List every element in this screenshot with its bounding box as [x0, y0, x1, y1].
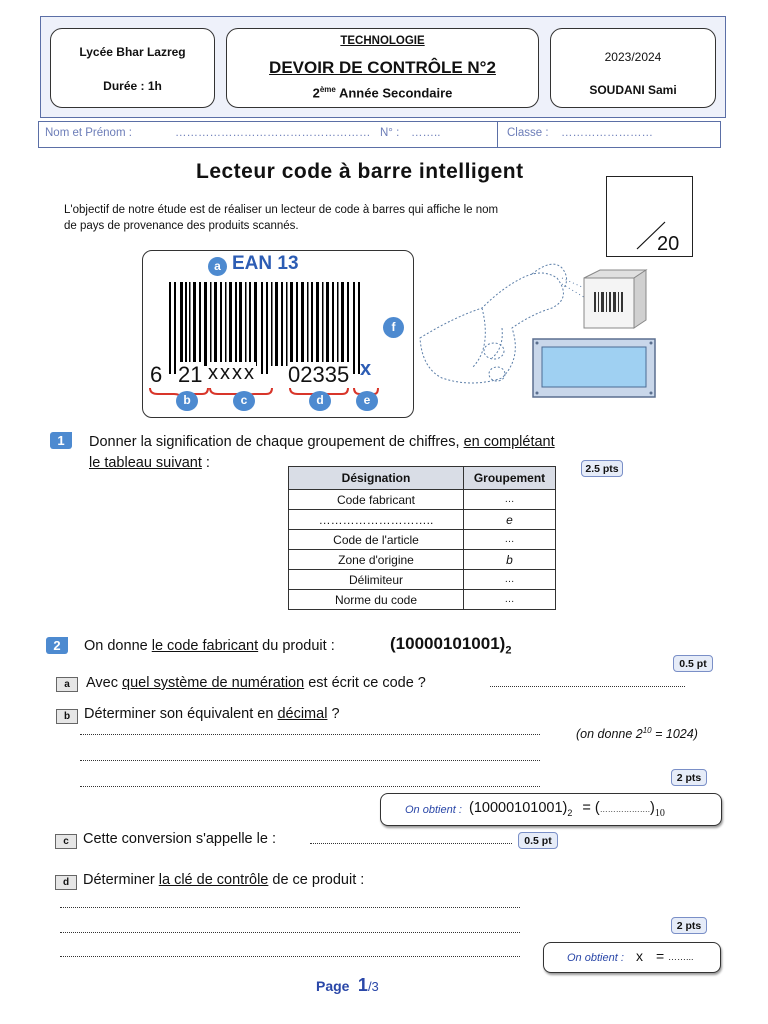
col-designation: Désignation	[289, 467, 464, 490]
table-row	[289, 510, 556, 530]
digit-group-2: 21	[178, 362, 203, 387]
table-cell: e	[464, 510, 556, 530]
col-groupement: Groupement	[464, 467, 556, 490]
subject-label: TECHNOLOGIE	[340, 35, 425, 47]
question-2-number: 2	[46, 637, 68, 654]
q2b-text-u: décimal	[277, 706, 328, 722]
grade-rest: Année Secondaire	[335, 85, 453, 101]
q2a-text-a: Avec	[86, 675, 123, 691]
table-row	[289, 490, 556, 510]
exam-duration: Durée : 1h	[103, 79, 162, 93]
q2-text-a: On donne	[84, 638, 152, 654]
q2b-text-b: ?	[327, 706, 340, 722]
q2c-points-badge: 0.5 pt	[518, 832, 558, 849]
q2b-hint-a: (on donne 2	[576, 727, 643, 742]
exam-title: DEVOIR DE CONTRÔLE N°2	[269, 58, 496, 77]
q2d-answer-var: x	[636, 948, 643, 964]
q2b-answer-box	[380, 793, 722, 826]
class-label: Classe :	[507, 127, 549, 139]
q2d-text	[83, 872, 364, 888]
q2b-text-a: Déterminer son équivalent en	[84, 706, 278, 722]
table-row	[289, 550, 556, 570]
class-dots[interactable]: ……………………	[561, 127, 653, 139]
page-title: Lecteur code à barre intelligent	[196, 160, 524, 183]
name-label: Nom et Prénom :	[45, 127, 132, 139]
page-total: /3	[367, 979, 379, 994]
grade-sup: ème	[319, 85, 336, 94]
q1-text-b: :	[201, 455, 210, 471]
table-cell: Norme du code	[289, 590, 464, 610]
grade-num: 2	[312, 85, 320, 101]
row-divider	[497, 122, 498, 147]
question-1-number: 1	[50, 432, 72, 449]
q2b-expr-dots[interactable]: ……………….	[599, 805, 650, 814]
table-row	[289, 570, 556, 590]
table-cell: Code fabricant	[289, 490, 464, 510]
q2b-answer-line-2[interactable]	[80, 760, 540, 761]
binary-base: 2	[505, 644, 512, 657]
digit-group-1: 6	[150, 362, 163, 387]
student-info-row	[38, 121, 721, 148]
q2b-answer-label: On obtient :	[405, 804, 462, 816]
q2b-expr-eq: = (	[582, 800, 600, 816]
table-cell-answer[interactable]: ………………………..	[289, 510, 464, 530]
marker-f: f	[383, 317, 404, 338]
q2b-answer-line-1[interactable]	[80, 734, 540, 735]
table-cell: Délimiteur	[289, 570, 464, 590]
table-header-row	[289, 467, 556, 490]
school-name: Lycée Bhar Lazreg	[79, 45, 186, 59]
q2b-expr-value: (10000101001)	[469, 800, 568, 816]
table-cell-answer[interactable]: …	[464, 530, 556, 550]
q2d-answer-box	[543, 942, 721, 973]
table-cell-answer[interactable]: …	[464, 590, 556, 610]
name-dots[interactable]: ……………………………………………	[175, 127, 371, 139]
q2b-hint-sup: 10	[642, 726, 652, 735]
year-box	[550, 28, 716, 108]
school-box	[50, 28, 215, 108]
ean-label: EAN 13	[232, 253, 299, 274]
binary-code	[390, 634, 511, 656]
table-cell: Zone d'origine	[289, 550, 464, 570]
q1-points-badge: 2.5 pts	[581, 460, 623, 477]
q2b-hint	[576, 726, 698, 741]
q2a-points-badge: 0.5 pt	[673, 655, 713, 672]
barcode-bars	[160, 282, 370, 374]
q2b-expr-base2: 10	[654, 807, 665, 819]
q2b-expr-close: )	[649, 800, 655, 816]
page-footer	[316, 975, 379, 996]
designation-table	[288, 466, 556, 610]
q2d-answer-line-3[interactable]	[60, 956, 520, 957]
number-dots[interactable]: ……..	[411, 127, 441, 139]
marker-b: b	[176, 391, 198, 411]
q2a-answer-line[interactable]	[490, 686, 685, 687]
q2a-text-u: quel système de numération	[122, 675, 305, 691]
q2b-points-badge: 2 pts	[671, 769, 707, 786]
barcode-digits	[148, 358, 378, 388]
score-slash	[607, 177, 694, 258]
q2d-text-u: la clé de contrôle	[158, 872, 269, 888]
q2d-text-b: de ce produit :	[268, 872, 365, 888]
table-row	[289, 590, 556, 610]
q2-text-b: du produit :	[258, 638, 335, 654]
q2c-answer-line[interactable]	[310, 843, 512, 844]
q2d-points-badge: 2 pts	[671, 917, 707, 934]
q2c-text: Cette conversion s'appelle le :	[83, 831, 276, 847]
table-row	[289, 530, 556, 550]
page-number: 1	[357, 975, 368, 995]
q2b-text	[84, 706, 340, 722]
q2-text-u: le code fabricant	[151, 638, 259, 654]
table-cell-answer[interactable]: …	[464, 490, 556, 510]
q2b-expr-base: 2	[567, 807, 573, 818]
lcd-display-icon	[532, 338, 656, 398]
digit-group-3: xxxx	[208, 362, 256, 384]
q2d-text-a: Déterminer	[83, 872, 159, 888]
q2d-answer-eq: =	[656, 948, 665, 964]
q2c-tag: c	[55, 834, 77, 849]
scanned-box-icon	[580, 268, 650, 334]
q2a-text	[86, 675, 426, 691]
q2d-answer-dots[interactable]: ……...	[668, 952, 694, 962]
q2b-hint-b: = 1024)	[651, 727, 698, 742]
q2b-tag: b	[56, 709, 78, 724]
q2a-tag: a	[56, 677, 78, 692]
marker-c: c	[233, 391, 255, 411]
digit-group-4: 02335	[288, 362, 350, 387]
exam-title-box	[226, 28, 539, 108]
number-label: N° :	[380, 127, 400, 139]
q1-text-a: Donner la signification de chaque groupement de chiffres,	[89, 434, 464, 450]
q2d-answer-line-2[interactable]	[60, 932, 520, 933]
table-cell: b	[464, 550, 556, 570]
q2d-answer-line-1[interactable]	[60, 907, 520, 908]
binary-value: (10000101001)	[390, 634, 506, 653]
q2a-text-b: est écrit ce code ?	[304, 675, 426, 691]
q1-text-u1: en complétant	[463, 434, 555, 450]
marker-d: d	[309, 391, 331, 411]
teacher-name: SOUDANI Sami	[589, 83, 677, 97]
q2b-answer-expr	[469, 800, 665, 819]
q2b-answer-line-3[interactable]	[80, 786, 540, 787]
page-label: Page	[316, 978, 350, 994]
marker-e: e	[356, 391, 378, 411]
table-cell-answer[interactable]: …	[464, 570, 556, 590]
q2d-tag: d	[55, 875, 77, 890]
question-2-text	[84, 638, 335, 654]
intro-text: L'objectif de notre étude est de réaliser un lecteur de code à barres qui affiche le nom de pays de provenance des produits scannés.	[64, 204, 499, 232]
digit-group-5: x	[360, 358, 372, 380]
q2d-answer-label: On obtient :	[567, 952, 624, 964]
score-box	[606, 176, 693, 257]
marker-a: a	[208, 257, 227, 276]
school-year: 2023/2024	[604, 50, 662, 64]
table-cell: Code de l'article	[289, 530, 464, 550]
score-denominator: 20	[657, 233, 680, 255]
grade-level	[227, 85, 538, 100]
q1-text-u2: le tableau suivant	[89, 455, 202, 471]
